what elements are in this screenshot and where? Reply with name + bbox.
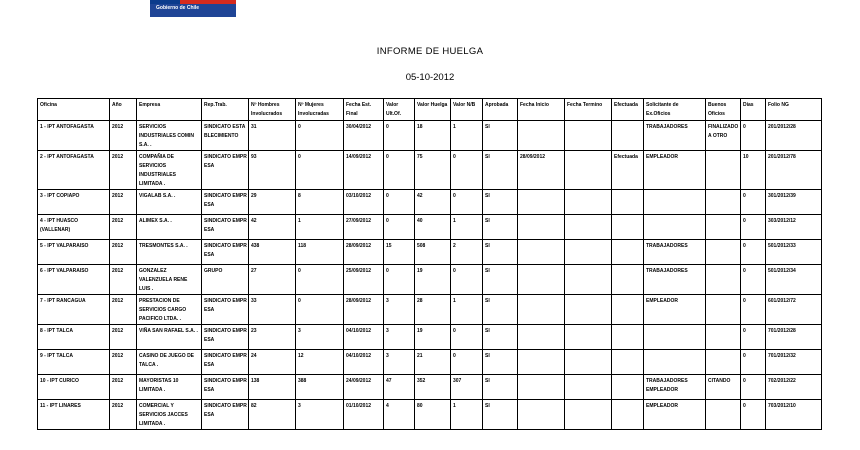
table-cell <box>612 400 644 430</box>
table-cell <box>565 350 612 375</box>
table-cell: 0 <box>451 265 483 295</box>
table-cell: 28/09/2012 <box>518 151 565 190</box>
table-cell: 702/2012/22 <box>766 375 822 400</box>
table-cell: 508 <box>415 240 451 265</box>
table-cell: 23 <box>249 325 296 350</box>
table-cell: 1 <box>451 400 483 430</box>
table-cell <box>518 215 565 240</box>
table-cell: 8 <box>296 190 344 215</box>
column-header: Solicitante de Ex.Oficios <box>644 99 706 121</box>
table-cell <box>565 325 612 350</box>
table-cell: GRUPO <box>202 265 249 295</box>
table-cell <box>518 295 565 325</box>
logo-text: Gobierno de Chile <box>156 5 200 11</box>
table-cell <box>706 215 741 240</box>
table-cell: 303/2012/12 <box>766 215 822 240</box>
table-cell <box>565 240 612 265</box>
table-cell: VIÑA SAN RAFAEL S.A. . <box>137 325 202 350</box>
table-cell <box>565 265 612 295</box>
table-cell <box>706 190 741 215</box>
table-cell: TRABAJADORES <box>644 240 706 265</box>
column-header: Aprobada <box>483 99 518 121</box>
column-header: Rep.Trab. <box>202 99 249 121</box>
table-cell: 1 <box>296 215 344 240</box>
table-cell: 0 <box>741 240 766 265</box>
column-header: Fecha Est. Final <box>344 99 384 121</box>
table-cell: 0 <box>296 295 344 325</box>
table-cell <box>644 325 706 350</box>
table-cell: TRABAJADORES <box>644 265 706 295</box>
table-cell <box>644 190 706 215</box>
table-cell: VIGALAB S.A. . <box>137 190 202 215</box>
table-cell: 1 <box>451 295 483 325</box>
table-cell <box>612 190 644 215</box>
table-cell <box>518 350 565 375</box>
table-cell <box>612 350 644 375</box>
table-cell <box>644 215 706 240</box>
table-cell <box>706 240 741 265</box>
table-cell: 501/2012/34 <box>766 265 822 295</box>
table-cell: 03/10/2012 <box>344 190 384 215</box>
table-cell: 703/2012/10 <box>766 400 822 430</box>
header-row <box>38 99 822 121</box>
table-cell: 2 <box>451 240 483 265</box>
table-cell <box>565 215 612 240</box>
table-cell: 8 - IPT TALCA <box>38 325 110 350</box>
table-cell: 388 <box>296 375 344 400</box>
table-row <box>38 265 822 295</box>
table-cell: 3 <box>296 400 344 430</box>
table-cell: 28/09/2012 <box>344 240 384 265</box>
table-cell: SI <box>483 240 518 265</box>
table-cell: 28/09/2012 <box>344 295 384 325</box>
table-cell: 2012 <box>110 265 137 295</box>
table-row <box>38 350 822 375</box>
table-cell: SI <box>483 295 518 325</box>
table-cell <box>612 295 644 325</box>
table-cell: 0 <box>384 215 415 240</box>
table-cell: 307 <box>451 375 483 400</box>
table-cell: 0 <box>741 375 766 400</box>
table-cell <box>565 295 612 325</box>
table-cell <box>518 121 565 151</box>
table-cell: 2012 <box>110 190 137 215</box>
table-cell: SI <box>483 325 518 350</box>
table-cell: 3 <box>384 350 415 375</box>
table-cell: 201/2012/78 <box>766 151 822 190</box>
table-cell: 0 <box>384 190 415 215</box>
table-cell: CASINO DE JUEGO DE TALCA . <box>137 350 202 375</box>
table-cell: 19 <box>415 325 451 350</box>
table-cell: MAYORISTAS 10 LIMITADA . <box>137 375 202 400</box>
table-cell: 10 <box>741 151 766 190</box>
table-cell: EMPLEADOR <box>644 151 706 190</box>
column-header: Empresa <box>137 99 202 121</box>
table-cell: 42 <box>415 190 451 215</box>
table-cell: 0 <box>451 350 483 375</box>
table-row <box>38 190 822 215</box>
table-cell: 25/09/2012 <box>344 265 384 295</box>
table-cell: SINDICATO EMPRESA <box>202 350 249 375</box>
table-cell <box>706 400 741 430</box>
government-logo <box>150 0 236 17</box>
column-header: Días <box>741 99 766 121</box>
table-cell <box>518 240 565 265</box>
table-cell: 2012 <box>110 295 137 325</box>
table-cell: 2012 <box>110 240 137 265</box>
table-cell: 27 <box>249 265 296 295</box>
table-cell: 0 <box>741 295 766 325</box>
table-cell: 701/2012/32 <box>766 350 822 375</box>
table-cell: 0 <box>296 151 344 190</box>
table-cell: 501/2012/33 <box>766 240 822 265</box>
table-cell <box>518 265 565 295</box>
table-cell: SI <box>483 190 518 215</box>
table-row <box>38 325 822 350</box>
table-cell: Efectuada <box>612 151 644 190</box>
table-cell <box>565 151 612 190</box>
table-cell: SINDICATO EMPRESA <box>202 151 249 190</box>
table-cell: 18 <box>415 121 451 151</box>
column-header: Nº Mujeres Involucradas <box>296 99 344 121</box>
table-cell <box>518 190 565 215</box>
table-cell: 0 <box>741 400 766 430</box>
table-cell: 0 <box>384 151 415 190</box>
table-cell: 601/2012/72 <box>766 295 822 325</box>
column-header: Nº Hombres Involucrados <box>249 99 296 121</box>
table-cell: 0 <box>451 325 483 350</box>
column-header: Valor Ult.Of. <box>384 99 415 121</box>
table-cell: 0 <box>451 190 483 215</box>
table-cell: 80 <box>415 400 451 430</box>
table-cell: 0 <box>741 350 766 375</box>
table-cell: 0 <box>741 215 766 240</box>
table-cell: SINDICATO EMPRESA <box>202 400 249 430</box>
table-cell: 4 <box>384 400 415 430</box>
table-cell <box>518 325 565 350</box>
table-cell: SI <box>483 400 518 430</box>
table-cell: 33 <box>249 295 296 325</box>
table-cell: 2012 <box>110 375 137 400</box>
table-cell <box>612 375 644 400</box>
table-cell: EMPLEADOR <box>644 295 706 325</box>
table-cell: 2 - IPT ANTOFAGASTA <box>38 151 110 190</box>
table-cell: SI <box>483 151 518 190</box>
table-cell: 01/10/2012 <box>344 400 384 430</box>
table-cell: SINDICATO EMPRESA <box>202 375 249 400</box>
table-cell: 27/09/2012 <box>344 215 384 240</box>
table-cell: 3 <box>384 325 415 350</box>
table-cell: SINDICATO ESTABLECIMIENTO <box>202 121 249 151</box>
table-cell: 0 <box>451 151 483 190</box>
table-cell: 75 <box>415 151 451 190</box>
column-header: Fecha Termino <box>565 99 612 121</box>
table-cell: 1 <box>451 121 483 151</box>
table-cell: TRABAJADORES EMPLEADOR <box>644 375 706 400</box>
table-cell: PRESTACION DE SERVICIOS CARGO PACIFICO LTDA. . <box>137 295 202 325</box>
table-cell: 438 <box>249 240 296 265</box>
table-cell: SI <box>483 375 518 400</box>
table-cell <box>565 190 612 215</box>
table-cell: 4 - IPT HUASCO (VALLENAR) <box>38 215 110 240</box>
table-cell: 0 <box>296 121 344 151</box>
table-cell: 93 <box>249 151 296 190</box>
table-cell: 42 <box>249 215 296 240</box>
table-cell <box>518 400 565 430</box>
table-row <box>38 151 822 190</box>
table-row <box>38 240 822 265</box>
table-cell: TRESMONTES S.A. . <box>137 240 202 265</box>
column-header: Folio NG <box>766 99 822 121</box>
table-cell <box>612 121 644 151</box>
table-cell: 2012 <box>110 215 137 240</box>
table-cell: 24/09/2012 <box>344 375 384 400</box>
table-cell: 30/04/2012 <box>344 121 384 151</box>
table-cell <box>644 350 706 375</box>
table-cell: 6 - IPT VALPARAISO <box>38 265 110 295</box>
table-row <box>38 375 822 400</box>
table-cell: FINALIZADO A OTRO <box>706 121 741 151</box>
table-cell: 301/2012/39 <box>766 190 822 215</box>
table-cell: 201/2012/28 <box>766 121 822 151</box>
table-cell: 5 - IPT VALPARAISO <box>38 240 110 265</box>
table-cell: 04/10/2012 <box>344 350 384 375</box>
table-cell: 0 <box>741 121 766 151</box>
table-cell: 9 - IPT TALCA <box>38 350 110 375</box>
report-date: 05-10-2012 <box>405 72 455 83</box>
table-cell: 1 - IPT ANTOFAGASTA <box>38 121 110 151</box>
table-cell <box>706 325 741 350</box>
table-cell: 3 <box>296 325 344 350</box>
table-cell: SINDICATO EMPRESA <box>202 215 249 240</box>
table-cell: 0 <box>296 265 344 295</box>
table-cell: ALIMEX S.A. . <box>137 215 202 240</box>
table-cell: 0 <box>741 190 766 215</box>
column-header: Valor N/B <box>451 99 483 121</box>
table-row <box>38 295 822 325</box>
table-cell: 21 <box>415 350 451 375</box>
table-cell: SI <box>483 350 518 375</box>
table-cell: 2012 <box>110 400 137 430</box>
table-cell <box>518 375 565 400</box>
table-cell: SI <box>483 265 518 295</box>
table-cell: 0 <box>384 121 415 151</box>
table-cell: 11 - IPT LINARES <box>38 400 110 430</box>
table-cell: 04/10/2012 <box>344 325 384 350</box>
table-cell: 19 <box>415 265 451 295</box>
column-header: Efectuada <box>612 99 644 121</box>
table-cell: 2012 <box>110 350 137 375</box>
table-cell: 15 <box>384 240 415 265</box>
table-cell: SINDICATO EMPRESA <box>202 240 249 265</box>
table-cell <box>706 295 741 325</box>
table-cell: 28 <box>415 295 451 325</box>
table-cell <box>612 265 644 295</box>
table-cell <box>706 151 741 190</box>
table-cell: 7 - IPT RANCAGUA <box>38 295 110 325</box>
table-cell: 701/2012/28 <box>766 325 822 350</box>
table-cell: CITANDO <box>706 375 741 400</box>
table-cell: SINDICATO EMPRESA <box>202 325 249 350</box>
table-cell: TRABAJADORES <box>644 121 706 151</box>
table-cell: SI <box>483 121 518 151</box>
table-cell: 3 <box>384 295 415 325</box>
table-cell: 352 <box>415 375 451 400</box>
table-cell: 12 <box>296 350 344 375</box>
table-cell: 29 <box>249 190 296 215</box>
table-cell: 118 <box>296 240 344 265</box>
table-cell: SINDICATO EMPRESA <box>202 295 249 325</box>
table-cell: 24 <box>249 350 296 375</box>
table-cell: 10 - IPT CURICO <box>38 375 110 400</box>
table-cell <box>565 400 612 430</box>
table-cell <box>565 375 612 400</box>
table-cell: SI <box>483 215 518 240</box>
column-header: Valor Huelga <box>415 99 451 121</box>
column-header: Fecha Inicio <box>518 99 565 121</box>
table-cell: SERVICIOS INDUSTRIALES COMIN S.A. . <box>137 121 202 151</box>
strike-report-table <box>37 98 822 430</box>
table-cell: 82 <box>249 400 296 430</box>
table-cell: COMERCIAL Y SERVICIOS JACCES LIMITADA . <box>137 400 202 430</box>
table-cell: 3 - IPT COPIAPO <box>38 190 110 215</box>
table-cell: 40 <box>415 215 451 240</box>
table-cell: 47 <box>384 375 415 400</box>
table-cell: 2012 <box>110 121 137 151</box>
table-row <box>38 121 822 151</box>
table-cell <box>565 121 612 151</box>
column-header: Oficina <box>38 99 110 121</box>
table-cell: 0 <box>741 265 766 295</box>
table-cell: EMPLEADOR <box>644 400 706 430</box>
table-cell <box>612 240 644 265</box>
column-header: Buenos Oficios <box>706 99 741 121</box>
table-cell <box>612 325 644 350</box>
table-cell <box>706 350 741 375</box>
table-cell: 138 <box>249 375 296 400</box>
table-cell: GONZALEZ VALENZUELA RENE LUIS . <box>137 265 202 295</box>
table-cell: 0 <box>384 265 415 295</box>
table-cell: SINDICATO EMPRESA <box>202 190 249 215</box>
table-cell: 2012 <box>110 325 137 350</box>
table-cell: 31 <box>249 121 296 151</box>
table-row <box>38 215 822 240</box>
table-cell: 2012 <box>110 151 137 190</box>
table-cell <box>706 265 741 295</box>
table-row <box>38 400 822 430</box>
table-cell: COMPAÑIA DE SERVICIOS INDUSTRIALES LIMITADA . <box>137 151 202 190</box>
report-title: INFORME DE HUELGA <box>376 46 484 57</box>
column-header: Año <box>110 99 137 121</box>
table-cell: 14/09/2012 <box>344 151 384 190</box>
table-cell <box>612 215 644 240</box>
table-cell: 1 <box>451 215 483 240</box>
table-cell: 0 <box>741 325 766 350</box>
